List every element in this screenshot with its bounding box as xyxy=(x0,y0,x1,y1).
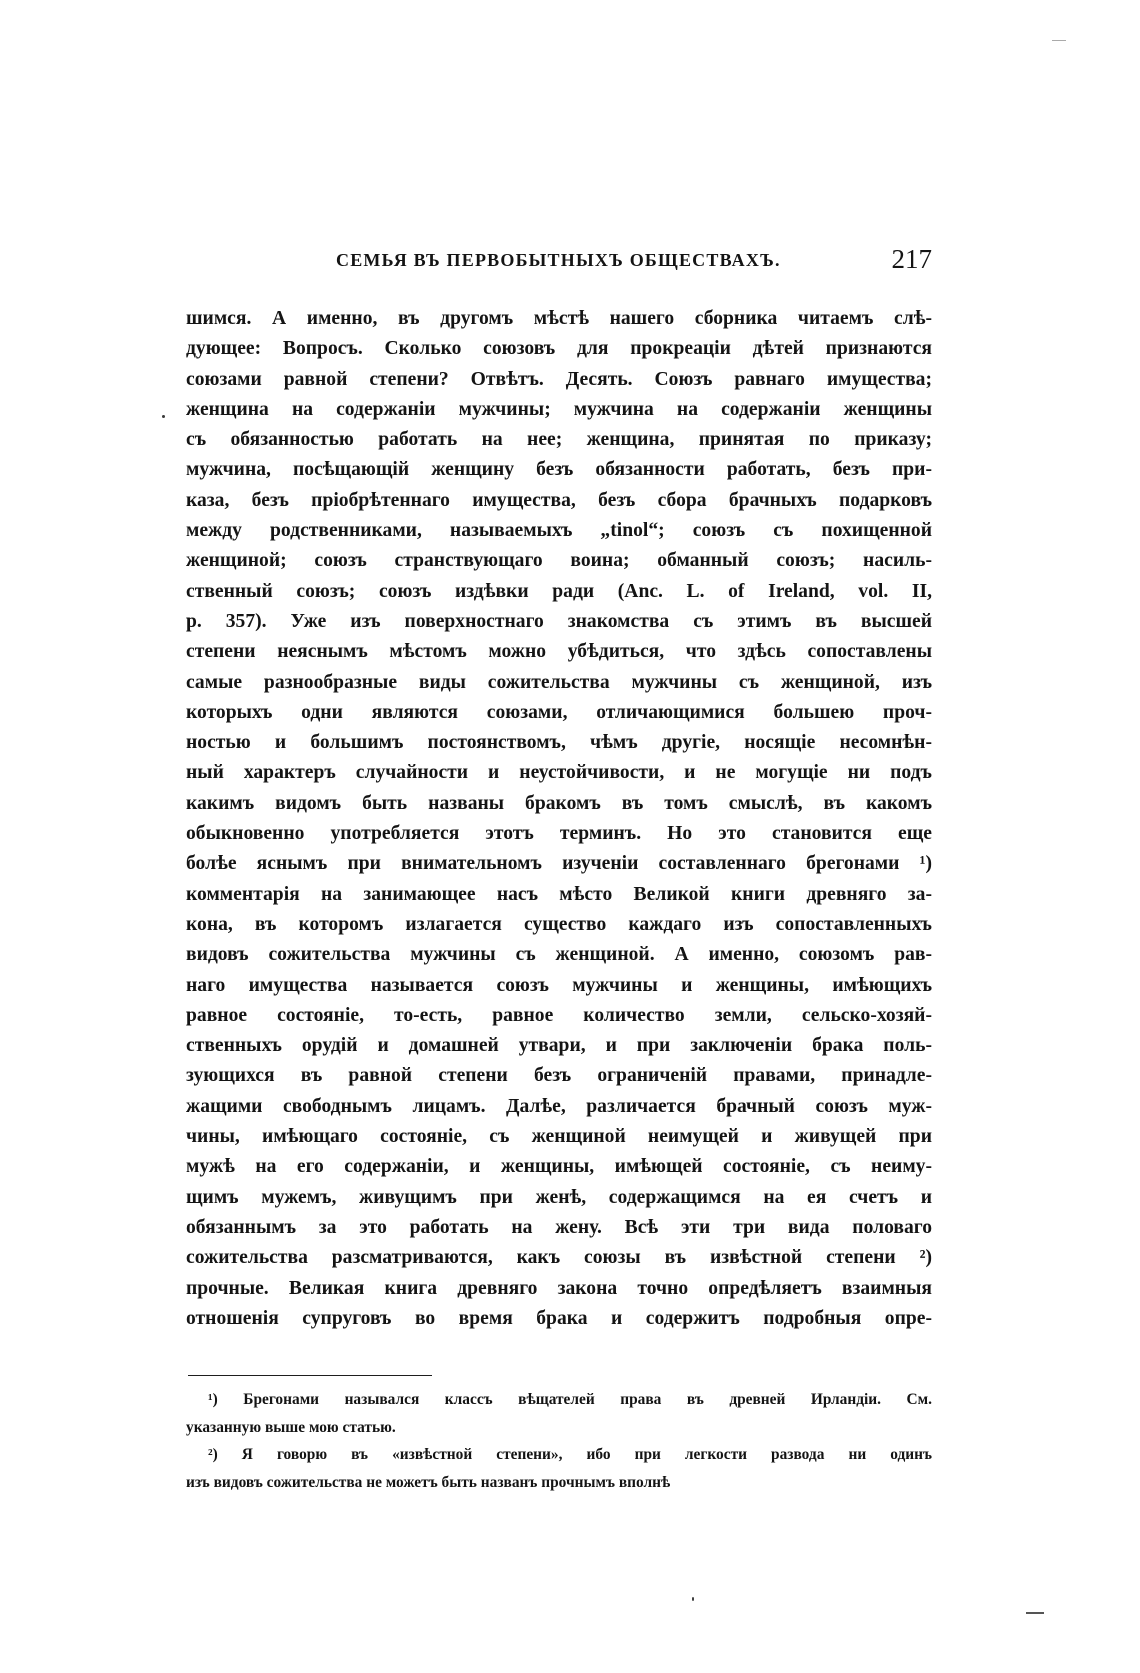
scan-speck xyxy=(162,415,165,418)
text-line: щимъ мужемъ, живущимъ при женѣ, содержащимся на ея счетъ и xyxy=(186,1186,932,1208)
footnote-divider xyxy=(188,1375,432,1376)
text-line: мужѣ на его содержаніи, и женщины, имѣющей состояніе, съ неиму- xyxy=(186,1156,932,1178)
page-header xyxy=(186,244,932,278)
text-line: жащими свободнымъ лицамъ. Далѣе, различается брачный союзъ муж- xyxy=(186,1095,932,1117)
text-line: ностью и большимъ постоянствомъ, чѣмъ другіе, носящіе несомнѣн- xyxy=(186,732,932,754)
text-line: женщина на содержаніи мужчины; мужчина на содержаніи женщины xyxy=(186,398,932,420)
text-line: какимъ видомъ быть названы бракомъ въ томъ смыслѣ, въ какомъ xyxy=(186,792,932,814)
text-line: видовъ сожительства мужчины съ женщиной. А именно, союзомъ рав- xyxy=(186,944,932,966)
text-line: ный характеръ случайности и неустойчивости, и не могущіе ни подъ xyxy=(186,762,932,784)
footnotes xyxy=(186,1386,932,1496)
scan-speck xyxy=(692,1597,694,1601)
text-line: комментарія на занимающее насъ мѣсто Великой книги древняго за- xyxy=(186,883,932,905)
text-line: между родственниками, называемыхъ „tinol“; союзъ съ похищенной xyxy=(186,520,932,542)
text-line: наго имущества называется союзъ мужчины и женщины, имѣющихъ xyxy=(186,974,932,996)
running-head: СЕМЬЯ ВЪ ПЕРВОБЫТНЫХЪ ОБЩЕСТВАХЪ. xyxy=(336,250,781,270)
text-line: ственный союзъ; союзъ издѣвки ради (Anc. L. of Ireland, vol. II, xyxy=(186,580,932,602)
page-number: 217 xyxy=(891,244,932,274)
text-line: съ обязанностью работать на нее; женщина, принятая по приказу; xyxy=(186,429,932,451)
text-line: ственныхъ орудій и домашней утвари, и при заключеніи брака поль- xyxy=(186,1035,932,1057)
text-line: шимся. А именно, въ другомъ мѣстѣ нашего сборника читаемъ слѣ- xyxy=(186,308,932,329)
text-line: дующее: Вопросъ. Сколько союзовъ для прокреаціи дѣтей признаются xyxy=(186,338,932,360)
text-line: каза, безъ пріобрѣтеннаго имущества, безъ сбора брачныхъ подарковъ xyxy=(186,489,932,511)
text-line: самые разнообразные виды сожительства мужчины съ женщиной, изъ xyxy=(186,671,932,693)
text-line: равное состояніе, то-есть, равное количество земли, сельско-хозяй- xyxy=(186,1004,932,1026)
scan-mark xyxy=(1026,1612,1044,1614)
text-line: кона, въ которомъ излагается существо каждаго изъ сопоставленныхъ xyxy=(186,913,932,935)
text-line: р. 357). Уже изъ поверхностнаго знакомства съ этимъ въ высшей xyxy=(186,610,932,632)
text-line: отношенія супруговъ во время брака и содержитъ подробныя опре- xyxy=(186,1307,932,1329)
text-line: чины, имѣющаго состояніе, съ женщиной неимущей и живущей при xyxy=(186,1126,932,1148)
text-line: болѣе яснымъ при внимательномъ изученіи составленнаго брегонами ¹) xyxy=(186,853,932,875)
text-line: степени неяснымъ мѣстомъ можно убѣдиться, что здѣсь сопоставлены xyxy=(186,641,932,663)
text-line: сожительства разсматриваются, какъ союзы въ извѣстной степени ²) xyxy=(186,1247,932,1269)
text-line: женщиной; союзъ странствующаго воина; обманный союзъ; насиль- xyxy=(186,550,932,572)
footnote-2-continuation: изъ видовъ сожительства не можетъ быть названъ прочнымъ вполнѣ xyxy=(186,1473,671,1491)
body-text xyxy=(186,304,932,1334)
text-line: союзами равной степени? Отвѣтъ. Десять. Союзъ равнаго имущества; xyxy=(186,368,932,390)
footnote-1: ¹) Брегонами назывался классъ вѣщателей права въ древней Ирландіи. См. xyxy=(208,1391,932,1408)
footnote-1-continuation: указанную выше мою статью. xyxy=(186,1418,396,1436)
text-line: обыкновенно употребляется этотъ терминъ. Но это становится еще xyxy=(186,823,932,845)
text-line: прочные. Великая книга древняго закона точно опредѣляетъ взаимныя xyxy=(186,1277,932,1299)
text-line: зующихся въ равной степени безъ ограниченій правами, принадле- xyxy=(186,1065,932,1087)
footnote-2: ²) Я говорю въ «извѣстной степени», ибо при легкости развода ни одинъ xyxy=(208,1446,932,1463)
text-line: обязаннымъ за это работать на жену. Всѣ эти три вида половаго xyxy=(186,1216,932,1238)
text-line: мужчина, посѣщающій женщину безъ обязанности работать, безъ при- xyxy=(186,459,932,481)
text-line: которыхъ одни являются союзами, отличающимися большею проч- xyxy=(186,701,932,723)
scan-mark xyxy=(1052,40,1066,41)
